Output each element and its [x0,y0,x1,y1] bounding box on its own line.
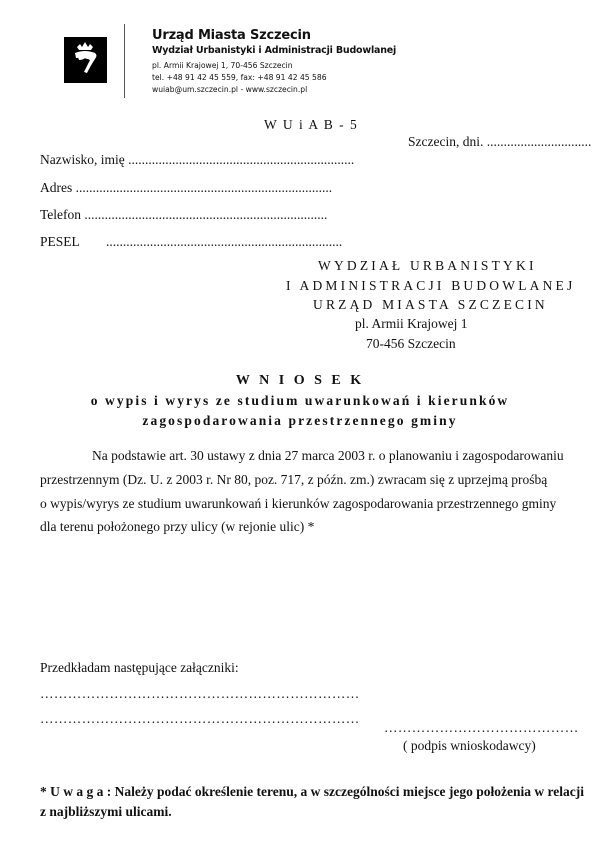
attachment-line-1[interactable]: …………………………………………………………… [40,686,360,701]
body-line-4: dla terenu położonego przy ulicy (w rejonie ulic) * [40,519,315,534]
org-name: Urząd Miasta Szczecin [152,28,311,43]
pesel-label: PESEL [40,234,80,249]
body-line-3: o wypis/wyrys ze studium uwarunkowań i kierunków zagospodarowania przestrzennego gminy [40,496,557,511]
name-dots[interactable]: ................................................................... [128,152,355,167]
form-code: W U i A B - 5 [264,117,359,132]
org-contact: wuiab@um.szczecin.pl - www.szczecin.pl [152,85,308,94]
phone-label: Telefon [40,207,82,222]
recipient-line-1: WYDZIAŁ URBANISTYKI [318,258,537,273]
phone-dots[interactable]: ........................................................................ [84,207,328,222]
document-subtitle-1: o wypis i wyrys ze studium uwarunkowań i kierunków [90,393,510,408]
body-line-1: Na podstawie art. 30 ustawy z dnia 27 marca 2003 r. o planowaniu i zagospodarowaniu [92,448,564,463]
pesel-field[interactable] [40,234,343,250]
document-title: W N I O S E K [235,373,365,388]
attachments-label: Przedkładam następujące załączniki: [40,660,239,675]
document-subtitle-2: zagospodarowania przestrzennego gminy [142,413,458,428]
name-label: Nazwisko, imię [40,152,125,167]
attachment-line-2[interactable]: …………………………………………………………… [40,711,360,726]
address-dots[interactable]: ............................................................................ [75,180,333,195]
signature-label: ( podpis wnioskodawcy) [403,738,536,753]
address-field[interactable] [40,180,332,196]
recipient-line-3: URZĄD MIASTA SZCZECIN [313,297,548,312]
address-label: Adres [40,180,73,195]
recipient-line-5: 70-456 Szczecin [366,336,456,351]
date-field[interactable]: Szczecin, dni. ............................... [408,134,592,149]
note-line-1: * U w a g a : Należy podać określenie terenu, a w szczególności miejsce jego położenia w relacji [40,784,585,799]
body-line-2: przestrzennym (Dz. U. z 2003 r. Nr 80, poz. 717, z późn. zm.) zwracam się z uprzejmą prośbą [40,472,548,487]
org-address: pl. Armii Krajowej 1, 70-456 Szczecin [152,61,293,70]
recipient-line-4: pl. Armii Krajowej 1 [355,316,468,331]
note-line-2: z najbliższymi ulicami. [40,804,172,819]
phone-field[interactable] [40,207,327,223]
header-divider [124,24,125,98]
department-name: Wydział Urbanistyki i Administracji Budowlanej [152,45,397,56]
org-phone: tel. +48 91 42 45 559, fax: +48 91 42 45 586 [152,73,327,82]
recipient-line-2: I ADMINISTRACJI BUDOWLANEJ [286,278,576,293]
name-field[interactable] [40,152,354,168]
signature-line[interactable]: …………………………………… [384,720,579,735]
pesel-dots[interactable]: ...................................................................... [106,234,343,249]
szczecin-logo-icon [64,37,107,83]
